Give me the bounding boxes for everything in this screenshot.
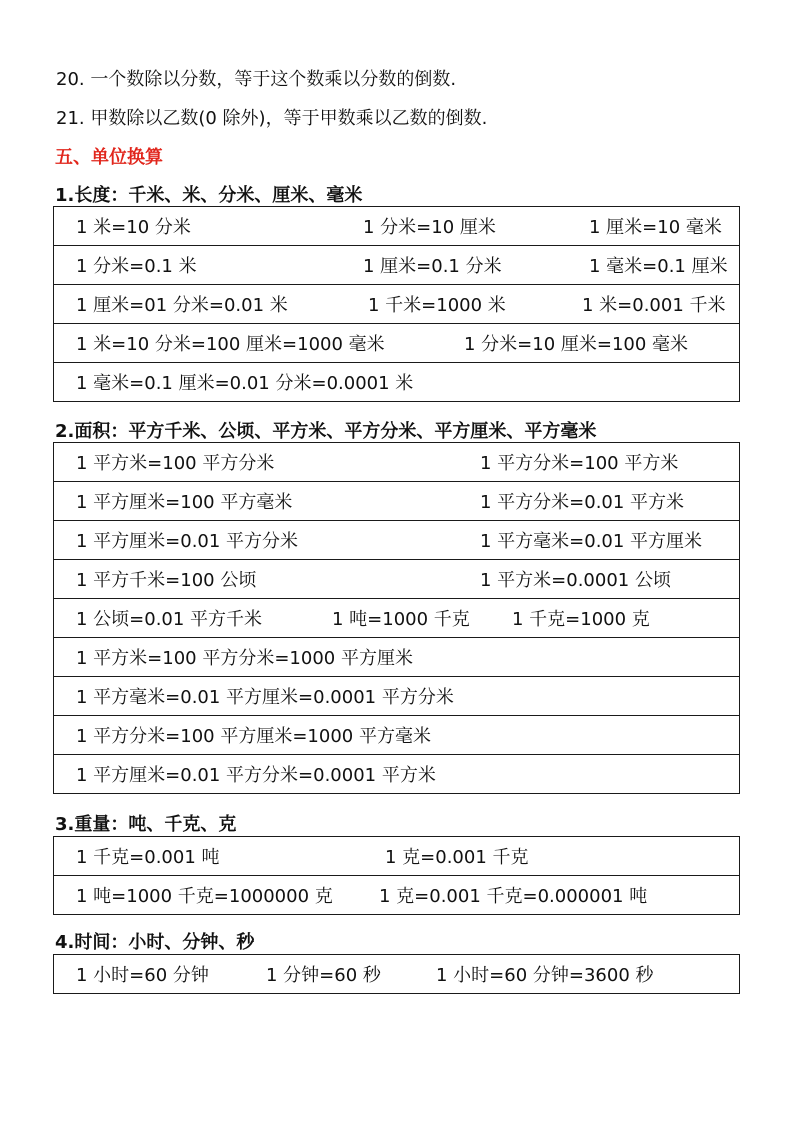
conversion-cell: 1 分米=10 厘米	[363, 217, 496, 238]
conversion-cell: 1 平方米=100 平方分米	[76, 453, 275, 474]
conversion-cell: 1 平方分米=100 平方米	[480, 453, 679, 474]
table-row	[54, 363, 740, 402]
length-heading: 1.长度：千米、米、分米、厘米、毫米	[55, 185, 363, 206]
conversion-cell: 1 米=10 分米=100 厘米=1000 毫米	[76, 334, 385, 355]
area-heading: 2.面积：平方千米、公顷、平方米、平方分米、平方厘米、平方毫米	[55, 421, 597, 442]
conversion-cell: 1 厘米=10 毫米	[589, 217, 722, 238]
time-heading: 4.时间：小时、分钟、秒	[55, 932, 255, 953]
table-row	[54, 876, 740, 915]
conversion-cell: 1 千米=1000 米	[368, 295, 506, 316]
table-row	[54, 716, 740, 755]
conversion-cell: 1 平方毫米=0.01 平方厘米	[480, 531, 703, 552]
table-row	[54, 560, 740, 599]
conversion-cell: 1 千克=0.001 吨	[76, 847, 220, 868]
conversion-cell: 1 厘米=01 分米=0.01 米	[76, 295, 288, 316]
conversion-cell: 1 平方米=100 平方分米=1000 平方厘米	[76, 648, 413, 669]
conversion-cell: 1 毫米=0.1 厘米	[589, 256, 728, 277]
conversion-cell: 1 米=10 分米	[76, 217, 191, 238]
conversion-cell: 1 分米=0.1 米	[76, 256, 197, 277]
weight-table	[53, 836, 740, 915]
area-table	[53, 442, 740, 794]
conversion-cell: 1 分米=10 厘米=100 毫米	[464, 334, 689, 355]
conversion-cell: 1 吨=1000 千克	[332, 609, 470, 630]
table-row	[54, 482, 740, 521]
conversion-cell: 1 平方厘米=0.01 平方分米	[76, 531, 299, 552]
conversion-cell: 1 克=0.001 千克	[385, 847, 529, 868]
conversion-cell: 1 公顷=0.01 平方千米	[76, 609, 263, 630]
conversion-cell: 1 平方米=0.0001 公顷	[480, 570, 671, 591]
conversion-cell: 1 平方毫米=0.01 平方厘米=0.0001 平方分米	[76, 687, 454, 708]
section-title: 五、单位换算	[55, 147, 163, 168]
table-row	[54, 207, 740, 246]
conversion-cell: 1 小时=60 分钟=3600 秒	[436, 965, 654, 986]
conversion-cell: 1 厘米=0.1 分米	[363, 256, 502, 277]
conversion-cell: 1 小时=60 分钟	[76, 965, 209, 986]
conversion-cell: 1 毫米=0.1 厘米=0.01 分米=0.0001 米	[76, 373, 414, 394]
weight-heading: 3.重量：吨、千克、克	[55, 814, 237, 835]
conversion-cell: 1 吨=1000 千克=1000000 克	[76, 886, 333, 907]
table-row	[54, 521, 740, 560]
table-row	[54, 285, 740, 324]
conversion-cell: 1 分钟=60 秒	[266, 965, 381, 986]
conversion-cell: 1 平方厘米=0.01 平方分米=0.0001 平方米	[76, 765, 436, 786]
conversion-cell: 1 平方厘米=100 平方毫米	[76, 492, 293, 513]
conversion-cell: 1 平方分米=100 平方厘米=1000 平方毫米	[76, 726, 431, 747]
conversion-cell: 1 米=0.001 千米	[582, 295, 726, 316]
table-row	[54, 638, 740, 677]
table-row	[54, 324, 740, 363]
table-row	[54, 677, 740, 716]
conversion-cell: 1 千克=1000 克	[512, 609, 650, 630]
conversion-cell: 1 克=0.001 千克=0.000001 吨	[379, 886, 648, 907]
conversion-cell: 1 平方分米=0.01 平方米	[480, 492, 685, 513]
rule-20: 20. 一个数除以分数，等于这个数乘以分数的倒数.	[56, 69, 457, 90]
table-row	[54, 443, 740, 482]
table-row	[54, 246, 740, 285]
rule-21: 21. 甲数除以乙数(0 除外)，等于甲数乘以乙数的倒数.	[56, 108, 488, 129]
length-table	[53, 206, 740, 402]
table-row	[54, 955, 740, 994]
table-row	[54, 755, 740, 794]
conversion-cell: 1 平方千米=100 公顷	[76, 570, 257, 591]
table-row	[54, 837, 740, 876]
table-row	[54, 599, 740, 638]
time-table	[53, 954, 740, 994]
